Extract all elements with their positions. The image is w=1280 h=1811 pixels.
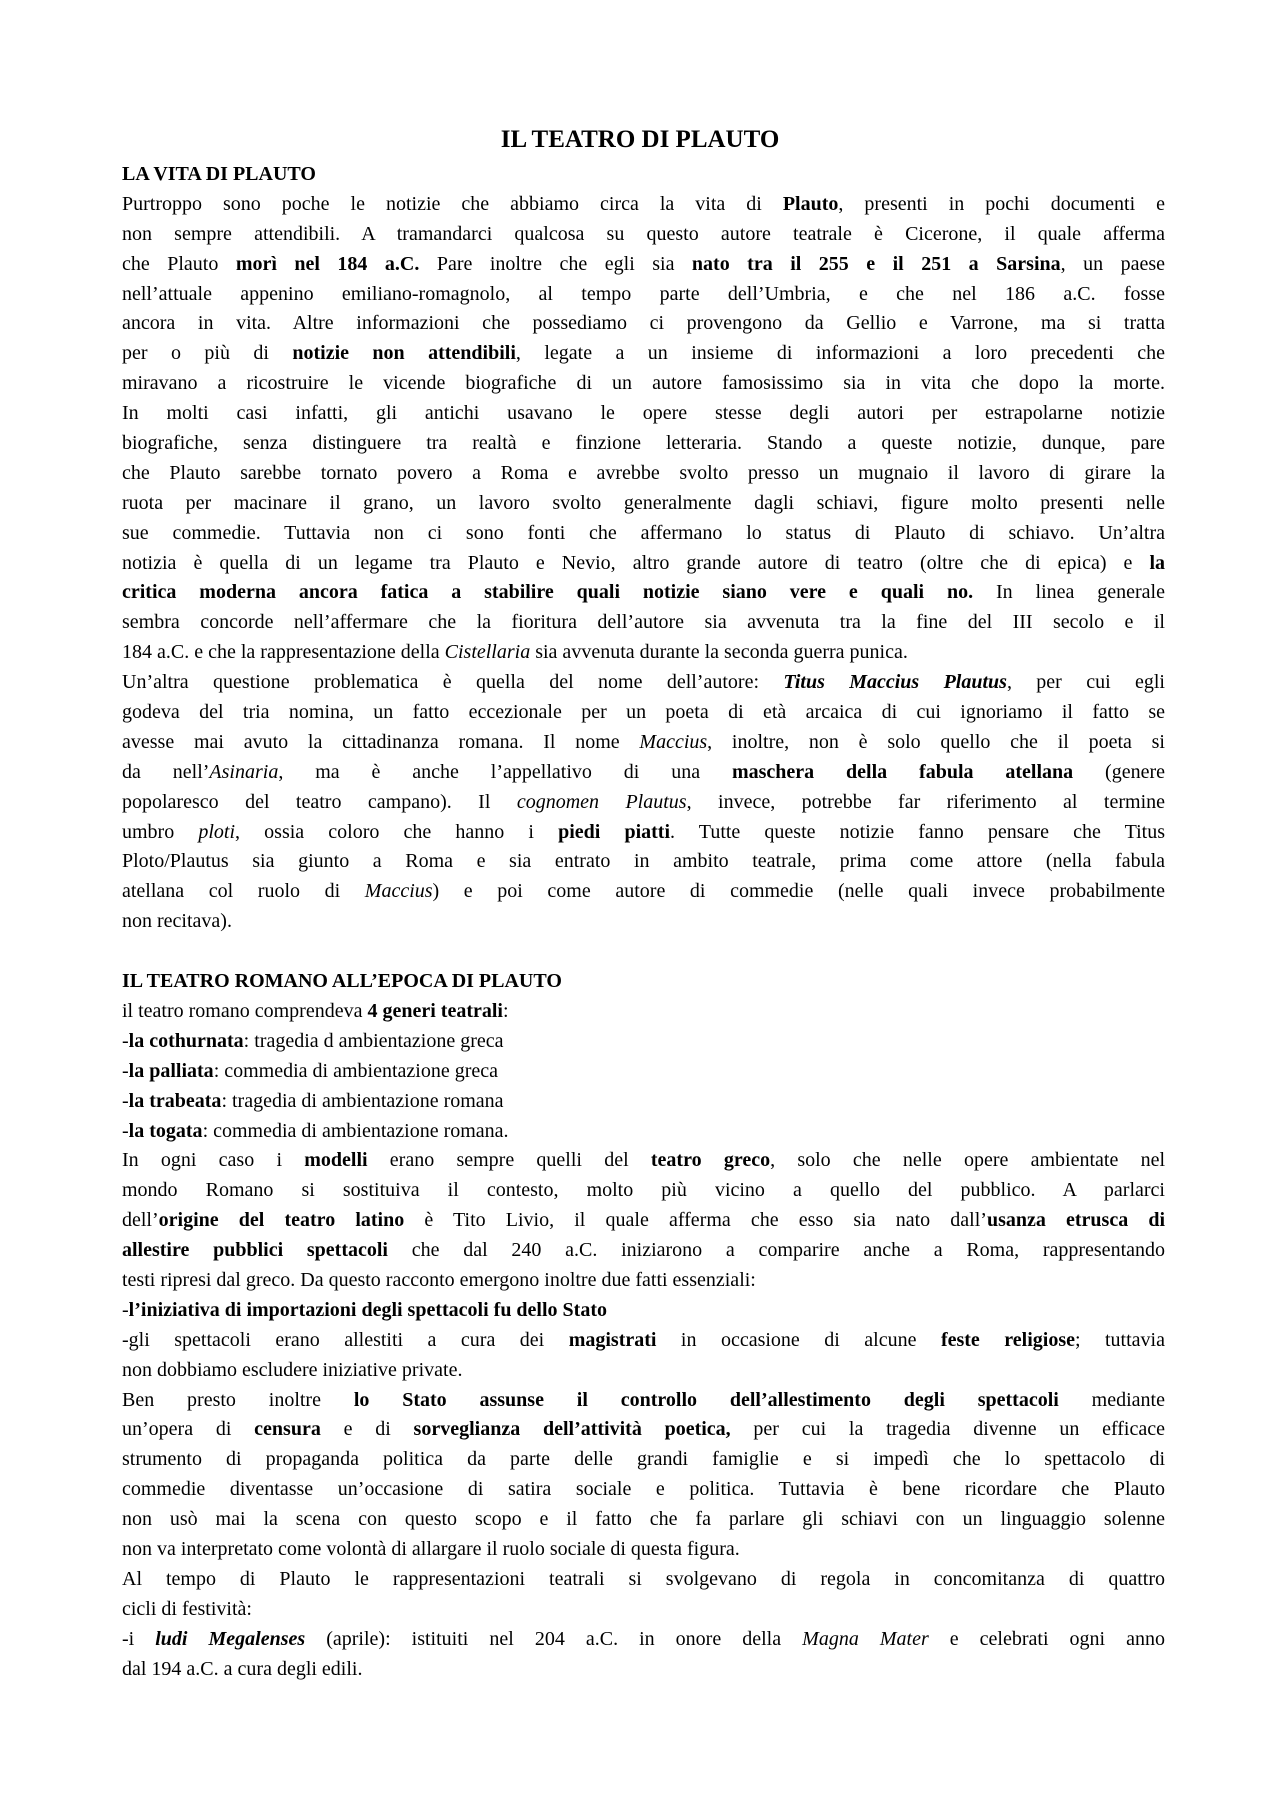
text-run: ; tuttavia (1074, 1328, 1165, 1351)
emphasized-text: Cistellaria (444, 641, 531, 664)
text-run: : commedia di ambientazione greca (213, 1059, 499, 1082)
emphasized-text: morì nel 184 a.C. (235, 252, 420, 275)
text-run: Pare inoltre che egli sia (419, 252, 692, 275)
text-run: strumento di propaganda politica da parte delle grandi famiglie e si impedì che lo spettacolo di (122, 1448, 1165, 1471)
text-line (122, 459, 1165, 489)
emphasized-text: la cothurnata (128, 1029, 244, 1052)
text-run: - (122, 1089, 129, 1112)
text-run: che Plauto sarebbe tornato povero a Roma e avrebbe svolto presso un mugnaio il lavoro di girare la (122, 461, 1165, 484)
text-run: commedie diventasse un’occasione di satira sociale e politica. Tuttavia è bene ricordare che Plauto (122, 1478, 1165, 1501)
text-line (122, 1505, 1165, 1535)
text-run: -i (122, 1627, 156, 1650)
text-run: popolaresco del teatro campano). Il (122, 790, 517, 813)
text-run: , invece, potrebbe far riferimento al termine (686, 790, 1166, 813)
text-line (122, 1445, 1165, 1475)
text-line (122, 1027, 1165, 1057)
text-line (122, 997, 1165, 1027)
text-run: un’opera di (122, 1418, 255, 1441)
text-run: , inoltre, non è solo quello che il poeta si (707, 730, 1165, 753)
text-line (122, 190, 1165, 220)
text-run: biografiche, senza distinguere tra realtà e finzione letteraria. Stando a queste notizie, dunque, pare (122, 432, 1165, 455)
text-line (122, 1565, 1165, 1595)
text-run: Un’altra questione problematica è quella del nome dell’autore: (122, 671, 784, 694)
text-run: da nell’ (122, 760, 210, 783)
text-run: , ma è anche l’appellativo di una (278, 760, 732, 783)
emphasized-text: cognomen Plautus (516, 790, 687, 813)
text-run: - (122, 1298, 129, 1321)
text-line (122, 1296, 1165, 1326)
text-line (122, 818, 1165, 848)
text-run: mediante (1058, 1388, 1165, 1411)
text-line (122, 549, 1165, 579)
emphasized-text: la trabeata (128, 1089, 222, 1112)
text-run: , presenti in pochi documenti e (838, 192, 1166, 215)
emphasized-text: IL TEATRO ROMANO ALL’EPOCA DI PLAUTO (122, 970, 562, 993)
text-line (122, 339, 1165, 369)
text-line (122, 1117, 1165, 1147)
text-run: nell’attuale appenino emiliano-romagnolo, al tempo parte dell’Umbria, e che nel 186 a.C. fosse (122, 282, 1165, 305)
text-line (122, 1326, 1165, 1356)
text-line (122, 788, 1165, 818)
emphasized-text: critica moderna ancora fatica a stabilire quali notizie siano vere e quali no. (122, 581, 974, 604)
text-run: dal 194 a.C. a cura degli edili. (122, 1657, 363, 1680)
emphasized-text: nato tra il 255 e il 251 a Sarsina (691, 252, 1061, 275)
text-run: ancora in vita. Altre informazioni che possediamo ci provengono da Gellio e Varrone, ma si tratta (122, 312, 1165, 335)
text-run: notizia è quella di un legame tra Plauto e Nevio, altro grande autore di teatro (oltre che di epica) e (122, 551, 1150, 574)
text-run: non usò mai la scena con questo scopo e il fatto che fa parlare gli schiavi con un linguaggio solenne (122, 1508, 1165, 1531)
text-run: non recitava). (122, 910, 232, 933)
text-run: cicli di festività: (122, 1597, 252, 1620)
text-line (122, 847, 1165, 877)
text-run: - (122, 1119, 129, 1142)
text-line (122, 309, 1165, 339)
text-run: dell’ (122, 1209, 159, 1232)
text-run: Ploto/Plautus sia giunto a Roma e sia entrato in ambito teatrale, prima come attore (nella fabula (122, 850, 1165, 873)
emphasized-text: Titus Maccius Plautus (783, 671, 1007, 694)
text-run: -gli spettacoli erano allestiti a cura dei (122, 1328, 569, 1351)
text-line (122, 1356, 1165, 1386)
text-run: è Tito Livio, il quale afferma che esso sia nato dall’ (404, 1209, 987, 1232)
emphasized-text: allestire pubblici spettacoli (122, 1239, 388, 1262)
text-run: ) e poi come autore di commedie (nelle quali invece probabilmente (432, 880, 1165, 903)
text-run: mondo Romano si sostituiva il contesto, molto più vicino a quello del pubblico. A parlarci (122, 1179, 1165, 1202)
text-run: Purtroppo sono poche le notizie che abbiamo circa la vita di (122, 192, 783, 215)
text-line (122, 369, 1165, 399)
text-run: In linea generale (973, 581, 1165, 604)
emphasized-text: ploti (198, 820, 236, 843)
emphasized-text: lo Stato assunse il controllo dell’allestimento degli spettacoli (353, 1388, 1059, 1411)
text-line (122, 1057, 1165, 1087)
text-run: ruota per macinare il grano, un lavoro svolto generalmente dagli schiavi, figure molto presenti nelle (122, 491, 1165, 514)
text-run: , ossia coloro che hanno i (235, 820, 559, 843)
text-run: (genere (1073, 760, 1166, 783)
document-body (122, 160, 1165, 1684)
text-line (122, 877, 1165, 907)
text-line (122, 1146, 1165, 1176)
text-line (122, 1595, 1165, 1625)
text-line (122, 1206, 1165, 1236)
text-run: erano sempre quelli del (367, 1149, 651, 1172)
text-run: In molti casi infatti, gli antichi usavano le opere stesse degli autori per estrapolarne notizie (122, 402, 1165, 425)
text-line (122, 1535, 1165, 1565)
text-run: sue commedie. Tuttavia non ci sono fonti che affermano lo status di Plauto di schiavo. Un’altra (122, 521, 1165, 544)
text-run: per o più di (122, 342, 293, 365)
text-line (122, 608, 1165, 638)
text-line (122, 1415, 1165, 1445)
emphasized-text: magistrati (568, 1328, 657, 1351)
text-run: - (122, 1029, 129, 1052)
text-run: : commedia di ambientazione romana. (202, 1119, 509, 1142)
text-line (122, 698, 1165, 728)
text-line (122, 1475, 1165, 1505)
emphasized-text: Asinaria (209, 760, 279, 783)
emphasized-text: Maccius (639, 730, 708, 753)
text-line (122, 638, 1165, 668)
emphasized-text: la togata (128, 1119, 203, 1142)
text-run: per cui la tragedia divenne un efficace (730, 1418, 1165, 1441)
emphasized-text: LA VITA DI PLAUTO (122, 163, 316, 185)
text-line (122, 1087, 1165, 1117)
emphasized-text: ludi Megalenses (155, 1627, 306, 1650)
text-line (122, 399, 1165, 429)
text-run: . Tutte queste notizie fanno pensare che Titus (670, 820, 1166, 843)
text-run: non sempre attendibili. A tramandarci qualcosa su questo autore teatrale è Cicerone, il quale afferma (122, 222, 1165, 245)
emphasized-text: la palliata (128, 1059, 214, 1082)
text-run: atellana col ruolo di (122, 880, 365, 903)
emphasized-text: censura (254, 1418, 321, 1441)
emphasized-text: Plauto (782, 192, 839, 215)
text-run: umbro (122, 820, 199, 843)
text-run: (aprile): istituiti nel 204 a.C. in onore della (305, 1627, 803, 1650)
emphasized-text: maschera della fabula atellana (731, 760, 1074, 783)
text-run: avesse mai avuto la cittadinanza romana. Il nome (122, 730, 640, 753)
text-run: sia avvenuta durante la seconda guerra punica. (530, 641, 908, 664)
emphasized-text: l’iniziativa di importazioni degli spettacoli fu dello Stato (128, 1298, 607, 1321)
emphasized-text: piedi piatti (558, 820, 671, 843)
text-line (122, 1236, 1165, 1266)
text-run: : tragedia d ambientazione greca (243, 1029, 504, 1052)
emphasized-text: modelli (304, 1149, 368, 1172)
emphasized-text: Magna Mater (802, 1627, 929, 1650)
text-line (122, 280, 1165, 310)
emphasized-text: 4 generi teatrali (367, 999, 503, 1022)
text-line (122, 907, 1165, 937)
text-run: Al tempo di Plauto le rappresentazioni teatrali si svolgevano di regola in concomitanza di quattro (122, 1567, 1165, 1590)
text-run: 184 a.C. e che la rappresentazione della (122, 641, 445, 664)
text-line (122, 220, 1165, 250)
text-run: , un paese (1060, 252, 1165, 275)
text-line (122, 1176, 1165, 1206)
text-run: non va interpretato come volontà di allargare il ruolo sociale di questa figura. (122, 1537, 740, 1560)
text-line (122, 1625, 1165, 1655)
text-run: In ogni caso i (122, 1149, 305, 1172)
text-line (122, 160, 1165, 190)
text-run: in occasione di alcune (656, 1328, 941, 1351)
text-line (122, 519, 1165, 549)
text-line (122, 489, 1165, 519)
text-run: , legate a un insieme di informazioni a loro precedenti che (515, 342, 1165, 365)
blank-line (122, 937, 1165, 967)
emphasized-text: la (1149, 551, 1165, 574)
text-run: che Plauto (122, 252, 236, 275)
text-line (122, 758, 1165, 788)
text-run: il teatro romano comprendeva (122, 999, 368, 1022)
emphasized-text: usanza etrusca di (986, 1209, 1166, 1232)
emphasized-text: sorveglianza dell’attività poetica, (413, 1418, 731, 1441)
emphasized-text: Maccius (364, 880, 433, 903)
text-line (122, 1655, 1165, 1685)
text-run: : tragedia di ambientazione romana (221, 1089, 504, 1112)
text-run: sembra concorde nell’affermare che la fioritura dell’autore sia avvenuta tra la fine del III secolo e il (122, 611, 1165, 634)
text-run: e celebrati ogni anno (928, 1627, 1165, 1650)
text-line (122, 1386, 1165, 1416)
text-run: miravano a ricostruire le vicende biografiche di un autore famosissimo sia in vita che dopo la morte. (122, 372, 1165, 395)
text-run: Ben presto inoltre (122, 1388, 354, 1411)
text-line (122, 668, 1165, 698)
text-line (122, 728, 1165, 758)
emphasized-text: notizie non attendibili (292, 342, 516, 365)
text-line (122, 1266, 1165, 1296)
emphasized-text: origine del teatro latino (158, 1209, 405, 1232)
text-run: , solo che nelle opere ambientate nel (770, 1149, 1166, 1172)
text-run: che dal 240 a.C. iniziarono a comparire anche a Roma, rappresentando (388, 1239, 1165, 1262)
text-run: e di (320, 1418, 414, 1441)
text-run: non dobbiamo escludere iniziative private. (122, 1358, 463, 1381)
text-line (122, 429, 1165, 459)
text-run: godeva del tria nomina, un fatto eccezionale per un poeta di età arcaica di cui ignoriamo il fatto se (122, 701, 1165, 724)
text-run: , per cui egli (1006, 671, 1165, 694)
text-line (122, 967, 1165, 997)
emphasized-text: feste religiose (940, 1328, 1075, 1351)
text-line (122, 250, 1165, 280)
emphasized-text: teatro greco (650, 1149, 771, 1172)
text-line (122, 578, 1165, 608)
text-run: : (502, 999, 509, 1022)
text-run: - (122, 1059, 129, 1082)
text-run: testi ripresi dal greco. Da questo racconto emergono inoltre due fatti essenziali: (122, 1268, 756, 1291)
document-title: IL TEATRO DI PLAUTO (500, 126, 780, 153)
